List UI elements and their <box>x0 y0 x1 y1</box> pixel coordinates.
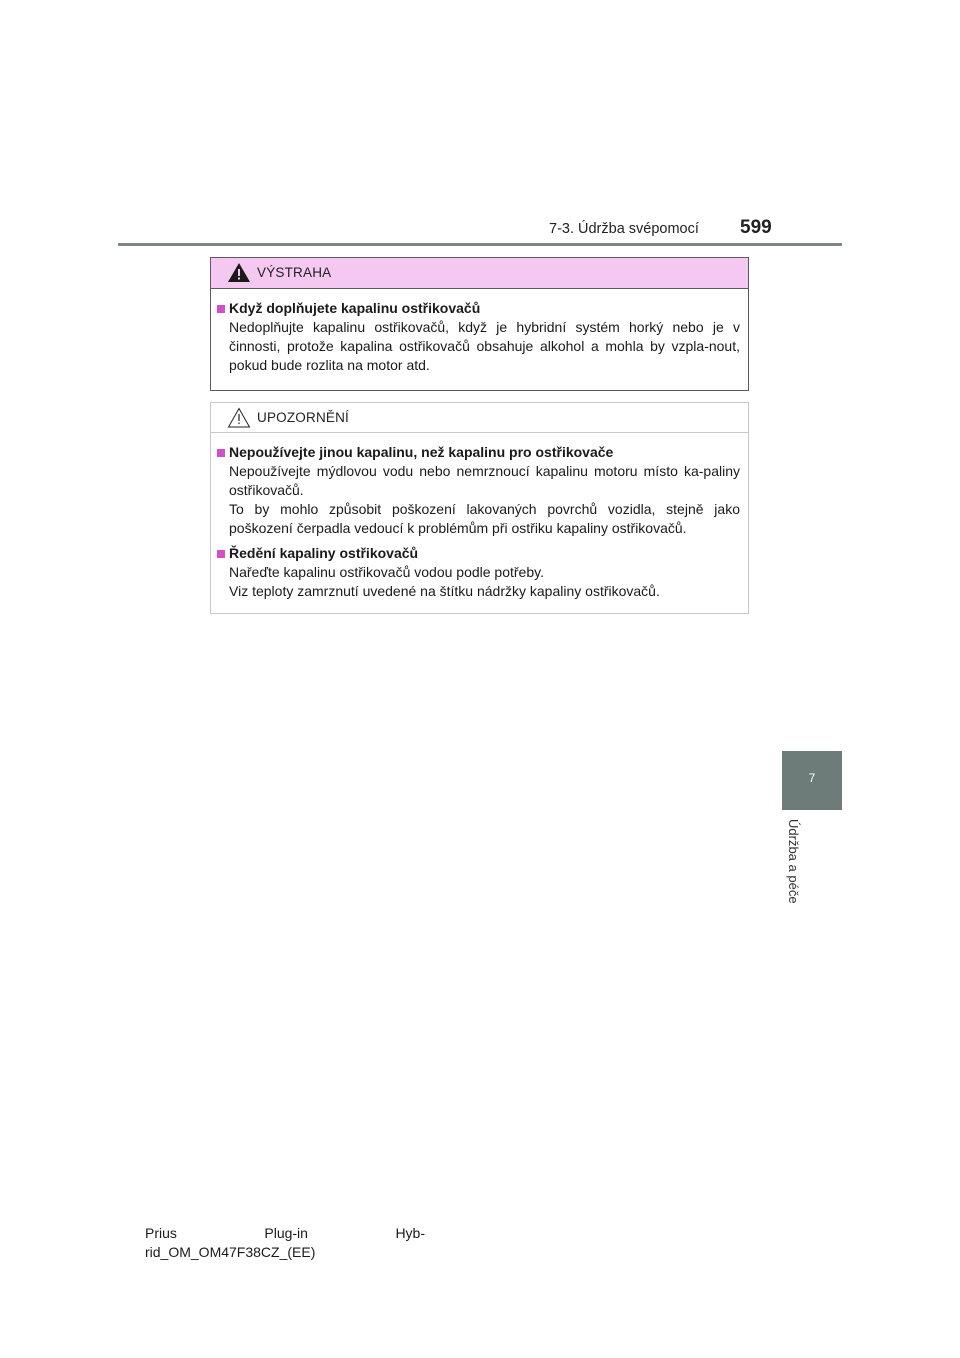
warning-triangle-filled-icon <box>227 262 251 283</box>
page-number: 599 <box>740 217 772 238</box>
caution-body <box>211 433 748 601</box>
paragraph: To by mohlo způsobit poškození lakovaných povrchů vozidla, stejně jako poškození čerpadla vedoucí k problémům při ostřiku kapaliny ostřikovačů. <box>229 501 740 536</box>
warning-item-title: Když doplňujete kapalinu ostřikovačů <box>229 300 481 316</box>
caution-item-title: Ředění kapaliny ostřikovačů <box>229 545 419 561</box>
caution-label: UPOZORNĚNÍ <box>257 410 350 425</box>
footer-word: Plug-in <box>264 1225 308 1241</box>
chapter-title: Údržba a péče <box>786 819 801 904</box>
caution-item <box>217 443 740 538</box>
warning-body <box>211 289 748 375</box>
footer-word: Hyb- <box>395 1225 425 1241</box>
warning-label: VÝSTRAHA <box>257 265 332 280</box>
caution-triangle-outline-icon <box>227 407 251 428</box>
paragraph: Nedoplňujte kapalinu ostřikovačů, když je hybridní systém horký nebo je v činnosti, protože kapalina ostřikovačů obsahuje alkohol a mohla by vzpla-nout, pokud bude rozlita na motor atd. <box>229 319 740 373</box>
paragraph: Viz teploty zamrznutí uvedené na štítku nádržky kapaliny ostřikovačů. <box>229 583 660 599</box>
caution-item-text <box>217 462 740 538</box>
warning-item <box>217 299 740 375</box>
footer-line-1 <box>145 1224 425 1243</box>
footer-line-2: rid_OM_OM47F38CZ_(EE) <box>145 1244 316 1260</box>
bullet-square-icon <box>217 449 225 457</box>
header-rule <box>118 243 842 246</box>
section-title: 7-3. Údržba svépomocí <box>549 221 699 237</box>
bullet-square-icon <box>217 305 225 313</box>
caution-box <box>210 402 749 614</box>
footer-word: Prius <box>145 1225 177 1241</box>
caution-item <box>217 544 740 601</box>
warning-box <box>210 257 749 391</box>
warning-item-text <box>217 318 740 375</box>
warning-header <box>211 258 748 289</box>
caution-item-text <box>217 563 740 601</box>
chapter-tab[interactable] <box>782 751 842 810</box>
caution-item-title: Nepoužívejte jinou kapalinu, než kapalinu pro ostřikovače <box>229 444 614 460</box>
chapter-number: 7 <box>808 771 816 785</box>
page-footer <box>145 1224 425 1262</box>
caution-header <box>211 403 748 433</box>
paragraph: Nařeďte kapalinu ostřikovačů vodou podle potřeby. <box>229 564 544 580</box>
bullet-square-icon <box>217 550 225 558</box>
paragraph: Nepoužívejte mýdlovou vodu nebo nemrznoucí kapalinu motoru místo ka-paliny ostřikovačů. <box>229 463 740 498</box>
